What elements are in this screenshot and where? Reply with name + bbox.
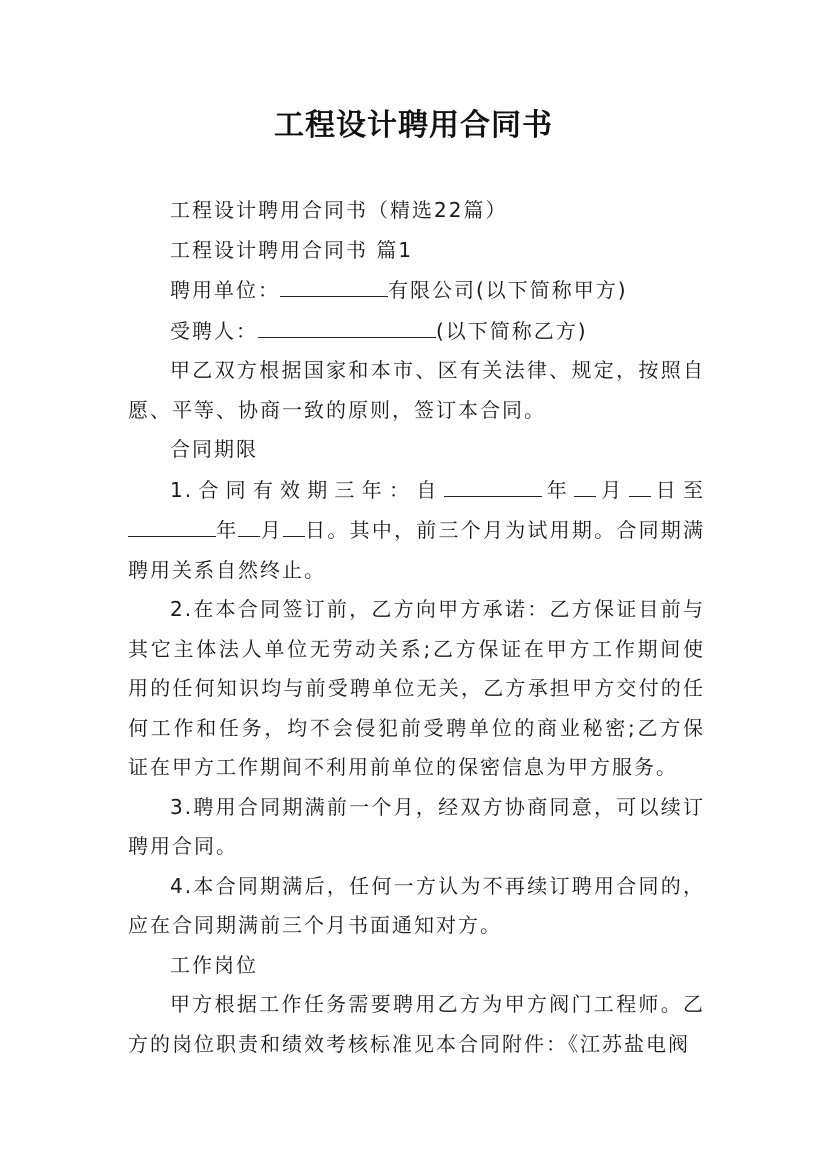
clause-1-year-1: 年 [541, 477, 575, 502]
employee-blank[interactable] [258, 311, 436, 338]
clause-1-rest: 日。其中，前三个月为试用期。合同期满聘用关系自然终止。 [128, 518, 706, 582]
clause-1-to: 日至 [650, 477, 706, 502]
employer-blank[interactable] [280, 270, 388, 297]
end-year-blank[interactable] [128, 510, 216, 537]
document-body [128, 191, 705, 1064]
post-paragraph: 甲方根据工作任务需要聘用乙方为甲方阀门工程师。乙方的岗位职责和绩效考核标准见本合同附件：《江苏盐电阀 [128, 992, 705, 1056]
clause-1-start: 1.合同有效期三年：自 [170, 477, 444, 502]
employee-line [128, 311, 705, 352]
clause-1-month-1: 月 [596, 477, 629, 502]
clause-2: 2.在本合同签订前，乙方向甲方承诺：乙方保证目前与其它主体法人单位无劳动关系;乙方保证在甲方工作期间使用的任何知识均与前受聘单位无关，乙方承担甲方交付的任何工作和任务，均不会侵犯前受聘单位的商业秘密;乙方保证在甲方工作期间不利用前单位的保密信息为甲方服务。 [128, 597, 705, 779]
start-month-blank[interactable] [574, 470, 596, 497]
intro-paragraph: 甲乙双方根据国家和本市、区有关法律、规定，按照自愿、平等、协商一致的原则，签订本合同。 [128, 358, 705, 422]
subtitle: 工程设计聘用合同书（精选22篇） [170, 198, 508, 222]
start-day-blank[interactable] [629, 470, 651, 497]
employer-suffix: 有限公司(以下简称甲方) [388, 278, 628, 302]
employee-suffix: (以下简称乙方) [436, 318, 588, 343]
end-month-blank[interactable] [238, 510, 260, 537]
document-title: 工程设计聘用合同书 [274, 108, 553, 143]
heading-contract-term: 合同期限 [170, 437, 258, 461]
employer-line [128, 270, 705, 311]
clause-1-year-2: 年 [216, 518, 239, 542]
clause-1-month-2: 月 [260, 518, 283, 542]
heading-work-post: 工作岗位 [170, 952, 258, 977]
section-heading: 工程设计聘用合同书 篇1 [170, 237, 414, 262]
employer-label: 聘用单位： [170, 278, 280, 302]
employee-label: 受聘人： [170, 318, 258, 343]
clause-3: 3.聘用合同期满前一个月，经双方协商同意，可以续订聘用合同。 [128, 794, 705, 858]
end-day-blank[interactable] [283, 510, 305, 537]
clause-4: 4.本合同期满后，任何一方认为不再续订聘用合同的，应在合同期满前三个月书面通知对方。 [128, 873, 705, 937]
clause-1 [128, 470, 705, 591]
start-year-blank[interactable] [444, 470, 542, 497]
